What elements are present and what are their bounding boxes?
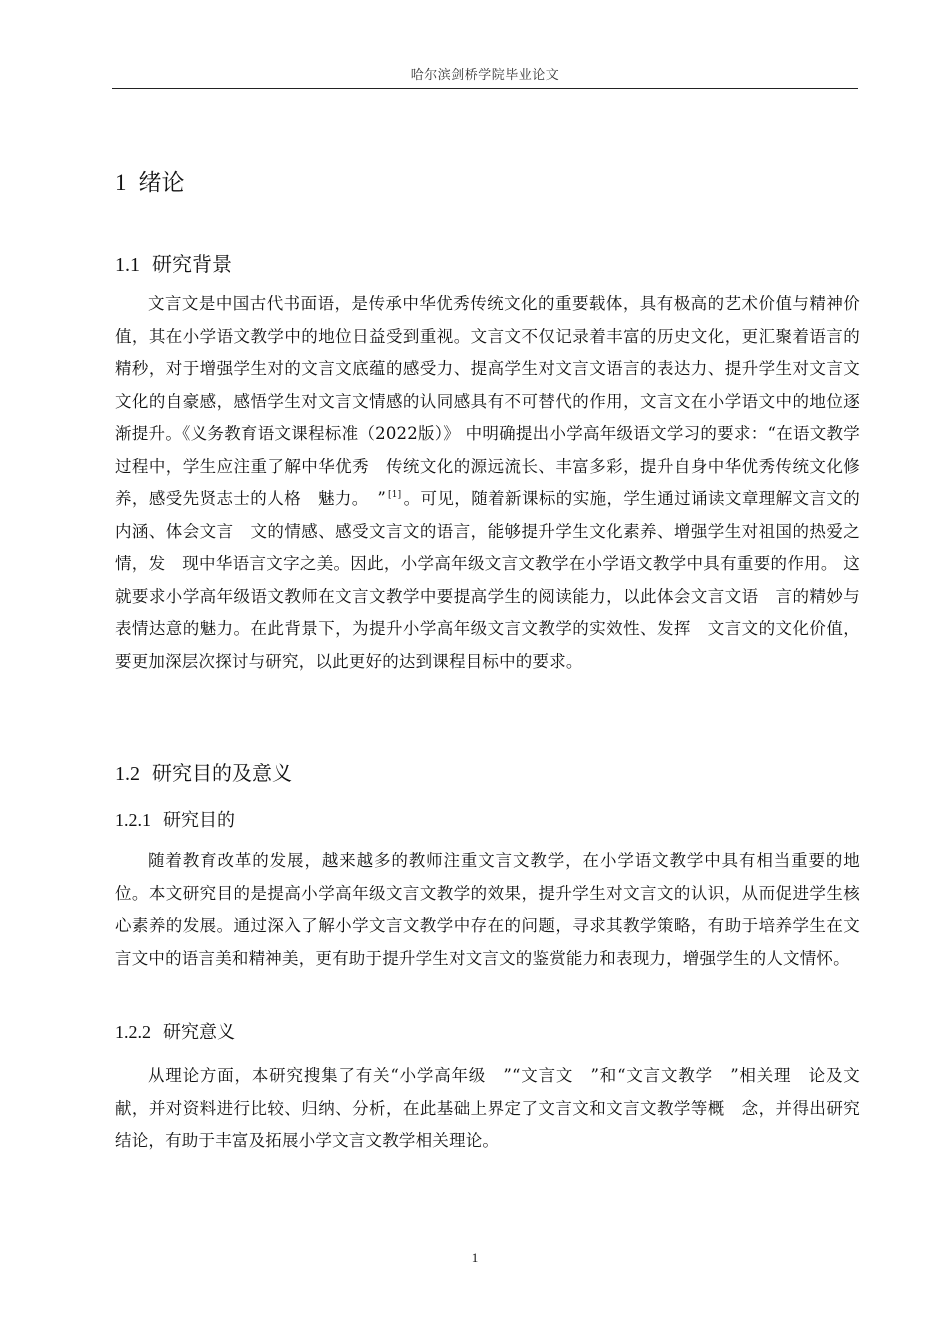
citation-marker: [1] [388,490,402,500]
subsection-title: 研究意义 [163,1022,235,1043]
subsection-number: 1.2.2 [115,1022,151,1042]
subsection-number: 1.2.1 [115,810,151,830]
paragraph-research-background [115,288,860,678]
section-title: 研究目的及意义 [152,761,292,785]
chapter-heading [115,164,185,197]
paragraph-text-continued: 。可见，随着新课标的实施，学生通过诵读文章理解文言文的内涵、体会文言 文的情感、感受文言文的语言，能够提升学生文化素养、增强学生对祖国的热爱之情，发 现中华语言文字之美。因此，小学高年级文言文教学在小学语文教学中具有重要的作用。 这就要求小学高年级语文教师在文言文教学中要提高学生的阅读能力，以此体会文言文语 言的精妙与表情达意的魅力。在此背景下，为提升小学高年级文言文教学的实效性、发挥 文言文的文化价值，要更加深层次探讨与研究，以此更好的达到课程目标中的要求。 [115,489,860,671]
subsection-heading-1-2-2 [115,1018,235,1044]
chapter-number: 1 [115,170,127,195]
paragraph-text: 文言文是中国古代书面语，是传承中华优秀传统文化的重要载体，具有极高的艺术价值与精神价值，其在小学语文教学中的地位日益受到重视。文言文不仅记录着丰富的历史文化，更汇聚着语言的精秒，对于增强学生对的文言文底蕴的感受力、提高学生对文言文语言的表达力、提升学生对文言文文化的自豪感，感悟学生对文言文情感的认同感具有不可替代的作用，文言文在小学语文中的地位逐渐提升。《义务教育语文课程标准（2022版）》 中明确提出小学高年级语文学习的要求：“在语文教学过程中，学生应注重了解中华优秀 传统文化的源远流长、丰富多彩，提升自身中华优秀传统文化修养，感受先贤志士的人格 魅力。 ” [115,294,860,508]
section-title: 研究背景 [152,252,232,276]
section-heading-1-2 [115,757,292,786]
paragraph-research-purpose: 随着教育改革的发展，越来越多的教师注重文言文教学，在小学语文教学中具有相当重要的地位。本文研究目的是提高小学高年级文言文教学的效果，提升学生对文言文的认识，从而促进学生核心素养的发展。通过深入了解小学文言文教学中存在的问题，寻求其教学策略，有助于培养学生在文言文中的语言美和精神美，更有助于提升学生对文言文的鉴赏能力和表现力，增强学生的人文情怀。 [115,851,860,968]
chapter-title: 绪论 [138,170,185,196]
section-number: 1.1 [115,254,140,276]
subsection-title: 研究目的 [163,810,235,831]
page-number: 1 [471,1250,479,1265]
running-header: 哈尔滨剑桥学院毕业论文 [410,68,560,83]
subsection-heading-1-2-1 [115,806,235,832]
paragraph-research-significance: 从理论方面，本研究搜集了有关“小学高年级 ”“文言文 ”和“文言文教学 ”相关理 论及文献，并对资料进行比较、归纳、分析，在此基础上界定了文言文和文言文教学等概 念，并得出研究结论，有助于丰富及拓展小学文言文教学相关理论。 [115,1066,860,1150]
section-heading-1-1 [115,248,232,277]
header-rule [112,88,858,89]
section-number: 1.2 [115,763,140,785]
